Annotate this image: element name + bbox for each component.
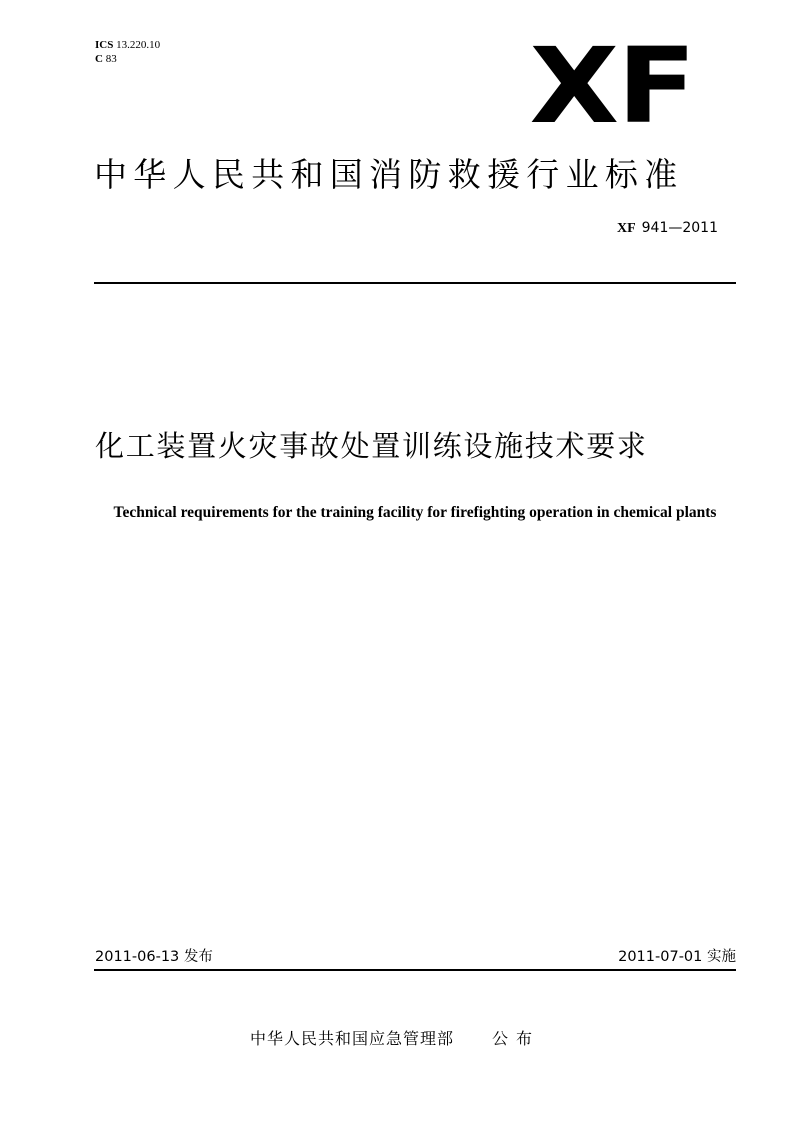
- publisher-line: [250, 1028, 540, 1050]
- standard-number-value: 941—2011: [641, 220, 718, 236]
- standard-number: [617, 219, 718, 238]
- bottom-divider: [94, 969, 736, 971]
- publisher-organization: 中华人民共和国应急管理部: [250, 1029, 455, 1048]
- issue-date: 2011-06-13 发布: [95, 949, 213, 965]
- top-divider: [94, 282, 736, 284]
- document-title-chinese: 化工装置火灾事故处置训练设施技术要求: [95, 429, 648, 463]
- standard-category-title: 中华人民共和国消防救援行业标准: [94, 155, 684, 194]
- ccs-line: [95, 52, 160, 66]
- classification-block: [95, 38, 160, 66]
- effective-date: 2011-07-01 实施: [618, 949, 736, 965]
- standard-code: XF: [616, 221, 636, 236]
- document-title-english: Technical requirements for the training facility for firefighting operation in chemical plants: [113, 504, 717, 521]
- ics-label: ICS: [95, 39, 114, 51]
- ccs-label: C: [95, 53, 103, 65]
- ccs-value: 83: [105, 53, 117, 65]
- xf-logo: XF: [529, 25, 694, 147]
- ics-value: 13.220.10: [116, 39, 161, 51]
- ics-line: [95, 38, 160, 52]
- publish-action: 公布: [492, 1029, 541, 1048]
